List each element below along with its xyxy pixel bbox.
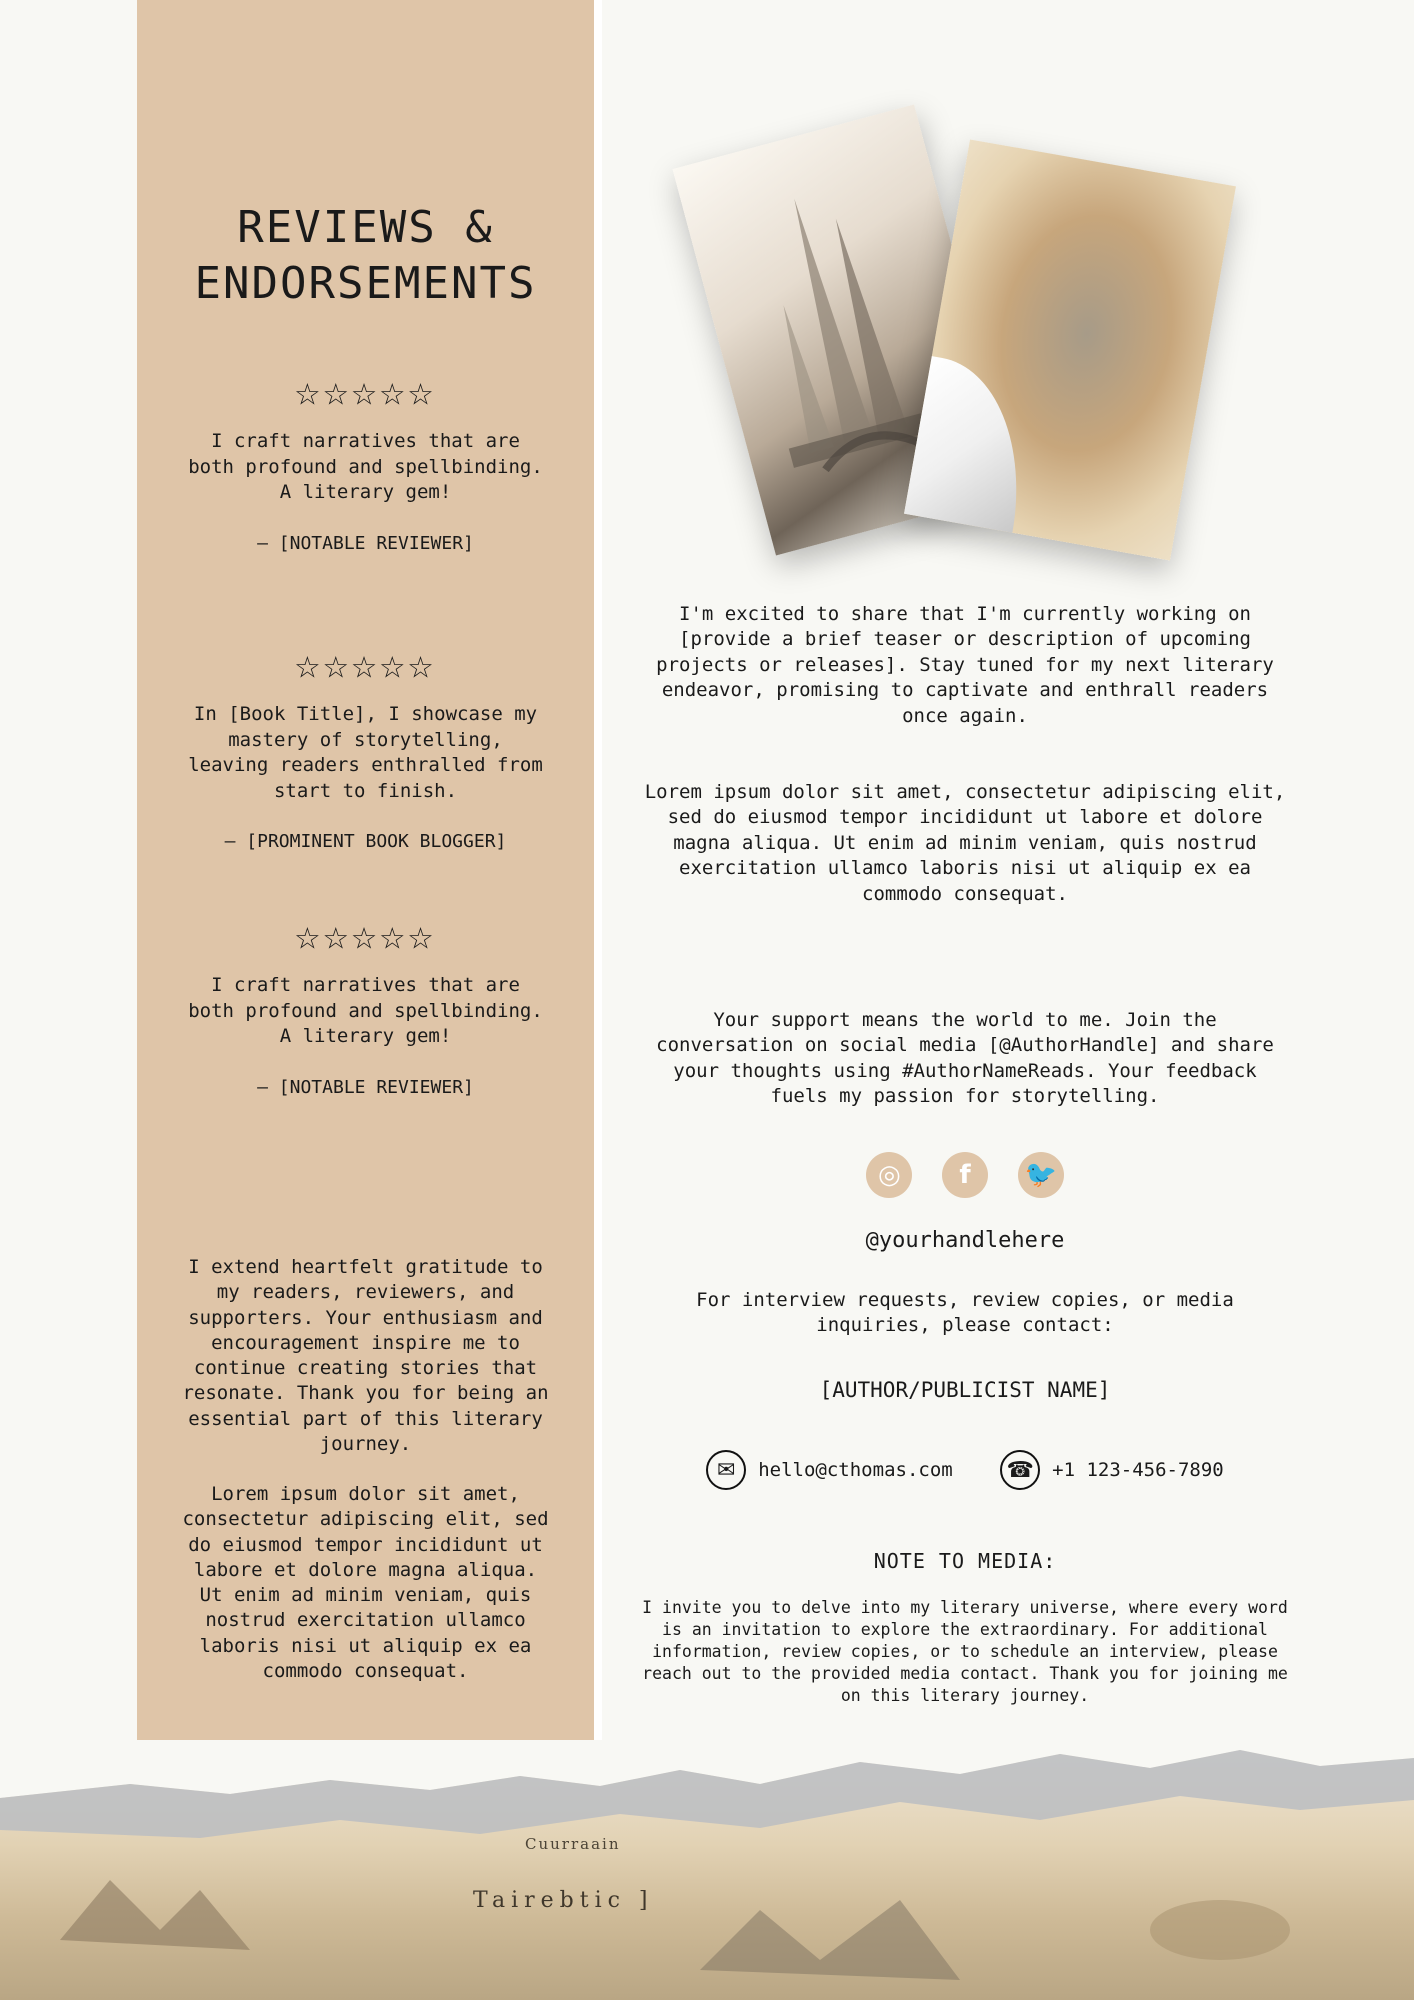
envelope-icon: ✉	[706, 1450, 746, 1490]
rating-stars: ☆☆☆☆☆	[294, 639, 437, 688]
upcoming-projects-paragraph: I'm excited to share that I'm currently working on [provide a brief teaser or description of upcoming projects or releases]. Stay tuned for my next literary endeavor, promising to captivate and enthrall readers once again.	[656, 603, 1274, 727]
social-handle: @yourhandlehere	[865, 1228, 1065, 1253]
contact-intro: For interview requests, review copies, or media inquiries, please contact:	[696, 1289, 1234, 1337]
phone-number[interactable]: +1 123-456-7890	[1052, 1459, 1224, 1481]
phone-icon: ☎	[1000, 1450, 1040, 1490]
map-label: Cuurraain	[525, 1835, 621, 1853]
heading-line-2: ENDORSEMENTS	[194, 258, 537, 309]
review-card	[187, 367, 544, 556]
heading-line-1: REVIEWS &	[237, 202, 494, 253]
right-lorem-paragraph: Lorem ipsum dolor sit amet, consectetur adipiscing elit, sed do eiusmod tempor incididunt ut labore et dolore magna aliqua. Ut enim ad minim veniam, quis nostrud exercitation ullamco laboris nisi ut aliquip ex ea commodo consequat.	[644, 781, 1286, 905]
left-lorem-paragraph: Lorem ipsum dolor sit amet, consectetur adipiscing elit, sed do eiusmod tempor incididunt ut labore et dolore magna aliqua. Ut enim ad minim veniam, quis nostrud exercitation ullamco laboris nisi ut aliquip ex ea commodo consequat.	[182, 1483, 549, 1683]
panel-divider-strip	[594, 0, 602, 1830]
phone-contact[interactable]	[1000, 1450, 1224, 1490]
book-photo-collage	[690, 100, 1250, 590]
note-text: I invite you to delve into my literary universe, where every word is an invitation to explore the extraordinary. For additional information, review copies, or to schedule an interview, please reach out to the provided media contact. Thank you for joining me on this literary journey.	[642, 1598, 1288, 1705]
contact-row	[640, 1450, 1290, 1490]
rating-stars: ☆☆☆☆☆	[294, 366, 437, 415]
twitter-icon[interactable]: 🐦	[1018, 1152, 1064, 1198]
section-heading	[137, 200, 594, 312]
gratitude-paragraph: I extend heartfelt gratitude to my readers, reviewers, and supporters. Your enthusiasm and encouragement inspire me to continue creating stories that resonate. Thank you for being an essential part of this literary journey.	[182, 1256, 549, 1456]
reviewer-name: – [PROMINENT BOOK BLOGGER]	[224, 831, 507, 852]
email-address[interactable]: hello@cthomas.com	[758, 1459, 953, 1481]
instagram-icon[interactable]: ◎	[866, 1152, 912, 1198]
review-text: I craft narratives that are both profound and spellbinding. A literary gem!	[188, 974, 543, 1047]
map-illustration	[904, 139, 1236, 560]
reviewer-name: – [NOTABLE REVIEWER]	[257, 1076, 474, 1098]
review-card	[187, 640, 544, 854]
support-paragraph: Your support means the world to me. Join the conversation on social media [@AuthorHandle] and share your thoughts using #AuthorNameReads. Your feedback fuels my passion for storytelling.	[656, 1009, 1274, 1108]
review-text: In [Book Title], I showcase my mastery of storytelling, leaving readers enthralled from start to finish.	[188, 703, 543, 802]
reviewer-name: – [NOTABLE REVIEWER]	[257, 532, 474, 554]
review-text: I craft narratives that are both profound and spellbinding. A literary gem!	[188, 430, 543, 503]
note-title: NOTE TO MEDIA:	[873, 1549, 1057, 1573]
torn-map-footer	[0, 1740, 1414, 2000]
review-card	[187, 911, 544, 1100]
facebook-icon[interactable]: f	[942, 1152, 988, 1198]
email-contact[interactable]	[706, 1450, 952, 1490]
rating-stars: ☆☆☆☆☆	[294, 910, 437, 959]
author-name: [AUTHOR/PUBLICIST NAME]	[819, 1378, 1111, 1402]
social-icons	[640, 1152, 1290, 1198]
map-label: Tairebtic ]	[473, 1888, 654, 1913]
